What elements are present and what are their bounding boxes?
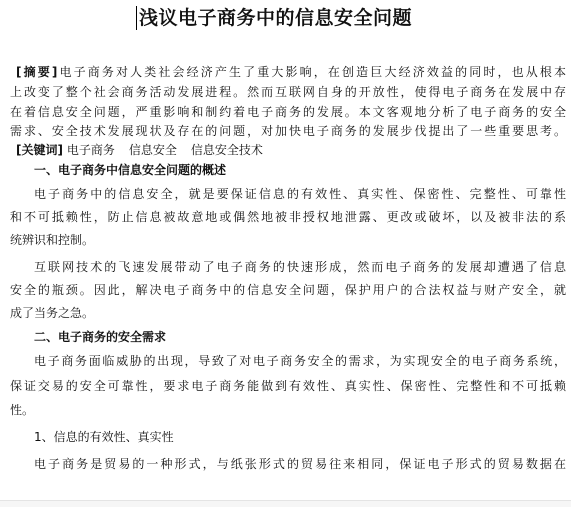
section-2-p1-line-3: 性。 [10, 403, 35, 417]
keyword-item: 信息安全技术 [190, 143, 263, 157]
abstract-line-1 [10, 63, 566, 81]
section-2-p1-line-1: 电子商务面临威胁的出现，导致了对电子商务安全的需求，为实现安全的电子商务系统， [34, 354, 566, 368]
section-1-p2-line-3: 成了当务之急。 [10, 306, 95, 320]
text-cursor [136, 6, 137, 30]
abstract-line-3: 在着信息安全问题，严重影响和制约着电子商务的发展。本文客观地分析了电子商务的安全 [10, 105, 566, 119]
section-2-p2-line-1: 电子商务是贸易的一种形式，与纸张形式的贸易往来相同，保证电子形式的贸易数据在 [34, 457, 566, 471]
abstract-label: [摘要] [16, 65, 58, 79]
abstract-line-4: 需求、安全技术发展现状及存在的问题，对加快电子商务的发展步伐提出了一些重要思考。 [10, 124, 566, 138]
keyword-item: 电子商务 [66, 143, 115, 157]
section-1-heading: 一、电子商务中信息安全问题的概述 [34, 163, 227, 177]
section-2-p1-line-2: 保证交易的安全可靠性，要求电子商务能做到有效性、真实性、保密性、完整性和不可抵赖 [10, 379, 566, 393]
keywords-label: [关键词] [16, 143, 63, 157]
abstract-line-2: 上改变了整个社会商务活动发展进程。然而互联网自身的开放性，使得电子商务在发展中存 [10, 85, 566, 99]
document-title: 浅议电子商务中的信息安全问题 [139, 7, 413, 29]
section-1-p1-line-1: 电子商务中的信息安全，就是要保证信息的有效性、真实性、保密性、完整性、可靠性 [34, 187, 566, 201]
section-2-subheading-1: 1、信息的有效性、真实性 [34, 430, 174, 444]
section-1-p2-line-2: 安全的瓶颈。因此，解决电子商务中的信息安全问题，保护用户的合法权益与财产安全，就 [10, 283, 566, 297]
section-1-p1-line-3: 统辨识和控制。 [10, 233, 95, 247]
section-1-p1-line-2: 和不可抵赖性，防止信息被故意地或偶然地被非授权地泄露、更改或破坏，以及被非法的系 [10, 210, 566, 224]
keyword-item: 信息安全 [128, 143, 177, 157]
section-1-p2-line-1: 互联网技术的飞速发展带动了电子商务的快速形成，然而电子商务的发展却遭遇了信息 [34, 260, 566, 274]
section-2-heading: 二、电子商务的安全需求 [34, 330, 167, 344]
keywords-line [16, 141, 571, 159]
abstract-text-1: 电子商务对人类社会经济产生了重大影响，在创造巨大经济效益的同时，也从根本 [57, 65, 566, 79]
page-bottom-edge [0, 500, 571, 507]
